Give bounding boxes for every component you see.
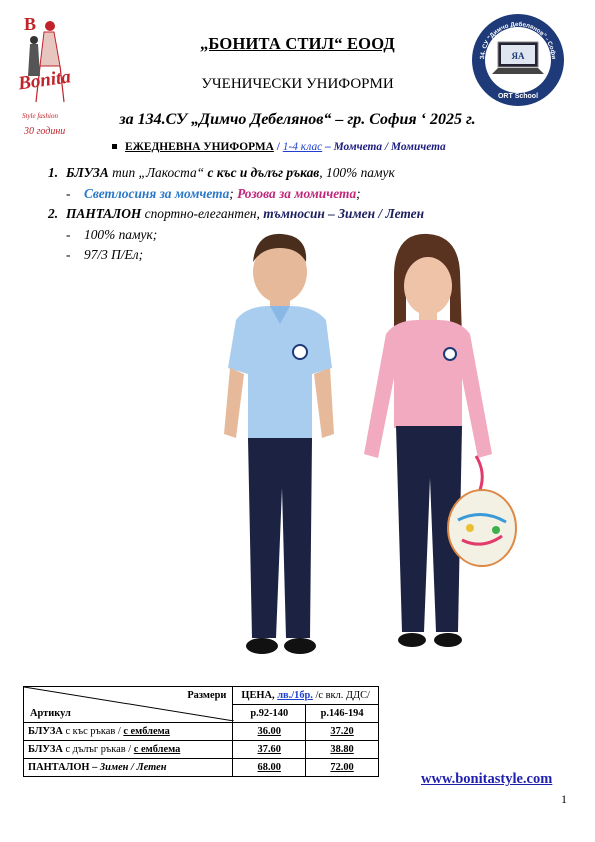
table-row (24, 741, 379, 759)
boy-figure (224, 234, 334, 654)
article-header: Артикул (30, 708, 71, 719)
article-cell: БЛУЗА с дълъг ръкав / с емблема (24, 741, 233, 759)
size-col-header: р.92-140 (233, 705, 306, 723)
table-row (24, 759, 379, 777)
table-row (24, 723, 379, 741)
grade-range: 1-4 клас (282, 141, 323, 153)
svg-text:ORT School: ORT School (497, 93, 539, 100)
item-number: 2. (48, 206, 59, 221)
price-table (23, 686, 379, 777)
item-desc: спортно-елегантен, (141, 206, 264, 221)
item-rest: , 100% памук (319, 165, 395, 180)
blouse-colors: - Светлосиня за момчета; Розова за момичета; (66, 186, 361, 201)
price-cell: 38.80 (306, 741, 379, 759)
girl-figure (364, 234, 516, 647)
document-subtitle: УЧЕНИЧЕСКИ УНИФОРМИ (201, 76, 394, 92)
item-desc: тип „Лакоста“ (108, 165, 208, 180)
daily-uniform-heading (112, 141, 446, 153)
separator: / (273, 141, 283, 153)
item-detail: тъмносин – Зимен / Летен (263, 206, 425, 221)
item-name: ПАНТАЛОН (66, 206, 142, 221)
separator: – (322, 141, 334, 153)
svg-text:30 години: 30 години (24, 126, 66, 137)
price-cell: 72.00 (306, 759, 379, 777)
girls-color: Розова за момичета (237, 186, 357, 201)
price-cell: 36.00 (233, 723, 306, 741)
svg-text:Style fashion: Style fashion (22, 112, 58, 120)
website-link[interactable]: www.bonitastyle.com (421, 771, 553, 787)
size-col-header: р.146-194 (306, 705, 379, 723)
item-number: 1. (48, 165, 59, 180)
article-cell: БЛУЗА с къс ръкав / с емблема (24, 723, 233, 741)
sizes-header: Размери (187, 690, 227, 701)
article-cell: ПАНТАЛОН – Зимен / Летен (24, 759, 233, 777)
item-detail: с къс и дълъг ръкав (207, 165, 320, 180)
table-header-row (24, 687, 379, 705)
item-pants (48, 206, 424, 222)
item-blouse (48, 165, 395, 181)
uniform-category: ЕЖЕДНЕВНА УНИФОРМА (125, 141, 274, 153)
school-logo (470, 12, 566, 108)
table-corner-header (24, 687, 233, 723)
price-cell: 68.00 (233, 759, 306, 777)
svg-text:B: B (24, 14, 37, 34)
pants-spec: - 100% памук; (66, 227, 158, 242)
page-number: 1 (561, 792, 567, 806)
price-cell: 37.60 (233, 741, 306, 759)
school-line: за 134.СУ „Димчо Дебелянов“ – гр. София ‘ 2025 г. (119, 111, 476, 128)
bullet-icon (112, 144, 117, 149)
pants-spec: - 97/3 П/Ел; (66, 247, 144, 262)
boys-color: Светлосиня за момчета (84, 186, 230, 201)
item-name: БЛУЗА (66, 165, 109, 180)
price-cell: 37.20 (306, 723, 379, 741)
uniform-photo (200, 228, 530, 668)
company-name: „БОНИТА СТИЛ“ ЕООД (199, 34, 395, 53)
price-header: ЦЕНА, лв./1бр. /с вкл. ДДС/ (233, 687, 379, 705)
svg-text:ЯА: ЯА (511, 51, 525, 61)
svg-text:134. СУ "Димчо Дебелянов" - Со: 34. СУ "Димчо Дебелянов" - Софи (478, 20, 558, 60)
audience: Момчета / Момичета (333, 141, 446, 153)
svg-text:Bonita: Bonita (16, 66, 73, 95)
